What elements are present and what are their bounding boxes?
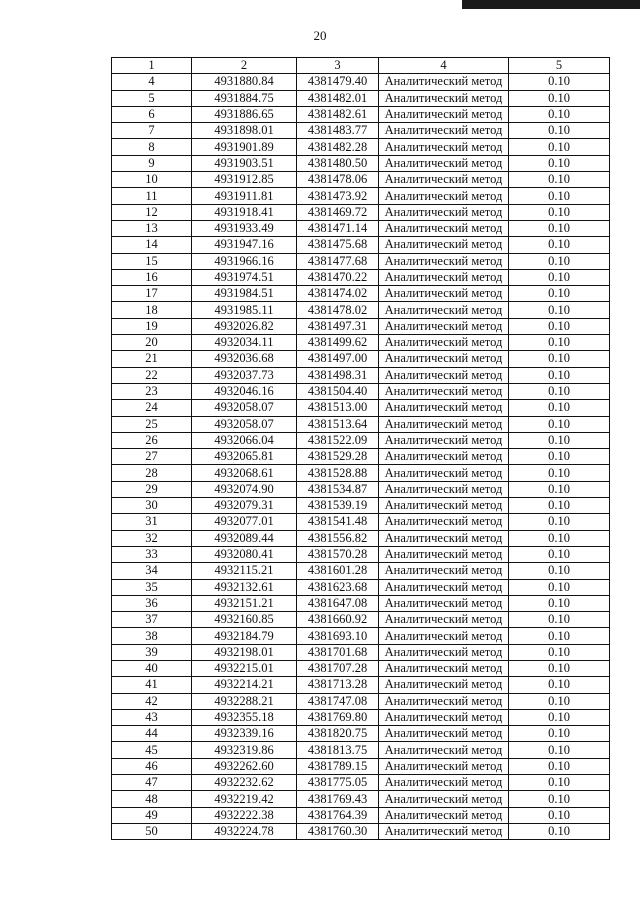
x-coordinate-cell: 4931898.01 — [192, 123, 297, 139]
x-coordinate-cell: 4932319.86 — [192, 742, 297, 758]
accuracy-cell: 0.10 — [509, 269, 610, 285]
method-cell: Аналитический метод — [379, 775, 509, 791]
y-coordinate-cell: 4381534.87 — [297, 481, 379, 497]
method-cell: Аналитический метод — [379, 123, 509, 139]
method-cell: Аналитический метод — [379, 579, 509, 595]
y-coordinate-cell: 4381775.05 — [297, 775, 379, 791]
method-cell: Аналитический метод — [379, 253, 509, 269]
x-coordinate-cell: 4932065.81 — [192, 449, 297, 465]
method-cell: Аналитический метод — [379, 693, 509, 709]
method-cell: Аналитический метод — [379, 595, 509, 611]
table-row — [112, 74, 610, 90]
accuracy-cell: 0.10 — [509, 432, 610, 448]
accuracy-cell: 0.10 — [509, 74, 610, 90]
accuracy-cell: 0.10 — [509, 220, 610, 236]
y-coordinate-cell: 4381701.68 — [297, 644, 379, 660]
table-row — [112, 351, 610, 367]
method-cell: Аналитический метод — [379, 139, 509, 155]
point-number-cell: 39 — [112, 644, 192, 660]
accuracy-cell: 0.10 — [509, 823, 610, 839]
y-coordinate-cell: 4381470.22 — [297, 269, 379, 285]
y-coordinate-cell: 4381474.02 — [297, 286, 379, 302]
accuracy-cell: 0.10 — [509, 106, 610, 122]
y-coordinate-cell: 4381504.40 — [297, 383, 379, 399]
y-coordinate-cell: 4381789.15 — [297, 758, 379, 774]
x-coordinate-cell: 4931984.51 — [192, 286, 297, 302]
table-row — [112, 123, 610, 139]
accuracy-cell: 0.10 — [509, 644, 610, 660]
coordinates-table — [111, 57, 610, 840]
table-row — [112, 823, 610, 839]
accuracy-cell: 0.10 — [509, 123, 610, 139]
table-row — [112, 172, 610, 188]
table-row — [112, 612, 610, 628]
table-row — [112, 726, 610, 742]
point-number-cell: 41 — [112, 677, 192, 693]
method-cell: Аналитический метод — [379, 351, 509, 367]
x-coordinate-cell: 4932080.41 — [192, 546, 297, 562]
column-header: 5 — [509, 58, 610, 74]
table-row — [112, 791, 610, 807]
method-cell: Аналитический метод — [379, 612, 509, 628]
y-coordinate-cell: 4381529.28 — [297, 449, 379, 465]
y-coordinate-cell: 4381764.39 — [297, 807, 379, 823]
x-coordinate-cell: 4932219.42 — [192, 791, 297, 807]
table-row — [112, 563, 610, 579]
x-coordinate-cell: 4932355.18 — [192, 709, 297, 725]
method-cell: Аналитический метод — [379, 465, 509, 481]
table-row — [112, 709, 610, 725]
point-number-cell: 32 — [112, 530, 192, 546]
x-coordinate-cell: 4932036.68 — [192, 351, 297, 367]
x-coordinate-cell: 4932339.16 — [192, 726, 297, 742]
point-number-cell: 45 — [112, 742, 192, 758]
accuracy-cell: 0.10 — [509, 351, 610, 367]
method-cell: Аналитический метод — [379, 791, 509, 807]
accuracy-cell: 0.10 — [509, 612, 610, 628]
method-cell: Аналитический метод — [379, 726, 509, 742]
method-cell: Аналитический метод — [379, 530, 509, 546]
y-coordinate-cell: 4381769.80 — [297, 709, 379, 725]
x-coordinate-cell: 4932160.85 — [192, 612, 297, 628]
accuracy-cell: 0.10 — [509, 465, 610, 481]
x-coordinate-cell: 4932184.79 — [192, 628, 297, 644]
accuracy-cell: 0.10 — [509, 563, 610, 579]
method-cell: Аналитический метод — [379, 807, 509, 823]
method-cell: Аналитический метод — [379, 220, 509, 236]
accuracy-cell: 0.10 — [509, 660, 610, 676]
x-coordinate-cell: 4932132.61 — [192, 579, 297, 595]
point-number-cell: 36 — [112, 595, 192, 611]
method-cell: Аналитический метод — [379, 335, 509, 351]
table-row — [112, 302, 610, 318]
y-coordinate-cell: 4381478.02 — [297, 302, 379, 318]
method-cell: Аналитический метод — [379, 269, 509, 285]
y-coordinate-cell: 4381513.64 — [297, 416, 379, 432]
point-number-cell: 25 — [112, 416, 192, 432]
x-coordinate-cell: 4932046.16 — [192, 383, 297, 399]
x-coordinate-cell: 4932079.31 — [192, 498, 297, 514]
accuracy-cell: 0.10 — [509, 416, 610, 432]
accuracy-cell: 0.10 — [509, 367, 610, 383]
accuracy-cell: 0.10 — [509, 253, 610, 269]
x-coordinate-cell: 4931918.41 — [192, 204, 297, 220]
accuracy-cell: 0.10 — [509, 481, 610, 497]
method-cell: Аналитический метод — [379, 155, 509, 171]
y-coordinate-cell: 4381497.00 — [297, 351, 379, 367]
y-coordinate-cell: 4381479.40 — [297, 74, 379, 90]
y-coordinate-cell: 4381522.09 — [297, 432, 379, 448]
accuracy-cell: 0.10 — [509, 139, 610, 155]
table-row — [112, 644, 610, 660]
y-coordinate-cell: 4381483.77 — [297, 123, 379, 139]
point-number-cell: 5 — [112, 90, 192, 106]
x-coordinate-cell: 4932115.21 — [192, 563, 297, 579]
method-cell: Аналитический метод — [379, 106, 509, 122]
table-row — [112, 367, 610, 383]
point-number-cell: 23 — [112, 383, 192, 399]
point-number-cell: 12 — [112, 204, 192, 220]
point-number-cell: 28 — [112, 465, 192, 481]
point-number-cell: 10 — [112, 172, 192, 188]
x-coordinate-cell: 4932077.01 — [192, 514, 297, 530]
accuracy-cell: 0.10 — [509, 807, 610, 823]
y-coordinate-cell: 4381556.82 — [297, 530, 379, 546]
table-row — [112, 693, 610, 709]
method-cell: Аналитический метод — [379, 286, 509, 302]
x-coordinate-cell: 4932026.82 — [192, 318, 297, 334]
x-coordinate-cell: 4931886.65 — [192, 106, 297, 122]
x-coordinate-cell: 4932058.07 — [192, 400, 297, 416]
table-row — [112, 204, 610, 220]
accuracy-cell: 0.10 — [509, 791, 610, 807]
accuracy-cell: 0.10 — [509, 204, 610, 220]
point-number-cell: 33 — [112, 546, 192, 562]
method-cell: Аналитический метод — [379, 383, 509, 399]
table-row — [112, 660, 610, 676]
point-number-cell: 15 — [112, 253, 192, 269]
x-coordinate-cell: 4932262.60 — [192, 758, 297, 774]
accuracy-cell: 0.10 — [509, 302, 610, 318]
x-coordinate-cell: 4932215.01 — [192, 660, 297, 676]
point-number-cell: 20 — [112, 335, 192, 351]
method-cell: Аналитический метод — [379, 302, 509, 318]
method-cell: Аналитический метод — [379, 172, 509, 188]
point-number-cell: 21 — [112, 351, 192, 367]
y-coordinate-cell: 4381482.61 — [297, 106, 379, 122]
y-coordinate-cell: 4381478.06 — [297, 172, 379, 188]
accuracy-cell: 0.10 — [509, 709, 610, 725]
point-number-cell: 4 — [112, 74, 192, 90]
point-number-cell: 44 — [112, 726, 192, 742]
column-header: 4 — [379, 58, 509, 74]
scan-edge-mark — [462, 0, 640, 9]
y-coordinate-cell: 4381623.68 — [297, 579, 379, 595]
table-row — [112, 758, 610, 774]
y-coordinate-cell: 4381820.75 — [297, 726, 379, 742]
y-coordinate-cell: 4381482.01 — [297, 90, 379, 106]
point-number-cell: 37 — [112, 612, 192, 628]
point-number-cell: 17 — [112, 286, 192, 302]
table-row — [112, 220, 610, 236]
accuracy-cell: 0.10 — [509, 677, 610, 693]
method-cell: Аналитический метод — [379, 204, 509, 220]
point-number-cell: 35 — [112, 579, 192, 595]
method-cell: Аналитический метод — [379, 660, 509, 676]
point-number-cell: 50 — [112, 823, 192, 839]
x-coordinate-cell: 4931880.84 — [192, 74, 297, 90]
table-row — [112, 677, 610, 693]
table-row — [112, 416, 610, 432]
point-number-cell: 9 — [112, 155, 192, 171]
y-coordinate-cell: 4381469.72 — [297, 204, 379, 220]
x-coordinate-cell: 4932151.21 — [192, 595, 297, 611]
point-number-cell: 47 — [112, 775, 192, 791]
table-row — [112, 139, 610, 155]
table-row — [112, 237, 610, 253]
accuracy-cell: 0.10 — [509, 726, 610, 742]
x-coordinate-cell: 4932224.78 — [192, 823, 297, 839]
table-header-row — [112, 58, 610, 74]
x-coordinate-cell: 4931903.51 — [192, 155, 297, 171]
table-row — [112, 449, 610, 465]
x-coordinate-cell: 4931884.75 — [192, 90, 297, 106]
table-row — [112, 400, 610, 416]
accuracy-cell: 0.10 — [509, 172, 610, 188]
method-cell: Аналитический метод — [379, 546, 509, 562]
table-row — [112, 90, 610, 106]
table-row — [112, 481, 610, 497]
y-coordinate-cell: 4381477.68 — [297, 253, 379, 269]
point-number-cell: 6 — [112, 106, 192, 122]
x-coordinate-cell: 4932034.11 — [192, 335, 297, 351]
point-number-cell: 7 — [112, 123, 192, 139]
accuracy-cell: 0.10 — [509, 449, 610, 465]
x-coordinate-cell: 4932058.07 — [192, 416, 297, 432]
x-coordinate-cell: 4931911.81 — [192, 188, 297, 204]
method-cell: Аналитический метод — [379, 823, 509, 839]
y-coordinate-cell: 4381482.28 — [297, 139, 379, 155]
accuracy-cell: 0.10 — [509, 546, 610, 562]
y-coordinate-cell: 4381475.68 — [297, 237, 379, 253]
method-cell: Аналитический метод — [379, 742, 509, 758]
point-number-cell: 49 — [112, 807, 192, 823]
y-coordinate-cell: 4381747.08 — [297, 693, 379, 709]
column-header: 2 — [192, 58, 297, 74]
table-row — [112, 335, 610, 351]
accuracy-cell: 0.10 — [509, 498, 610, 514]
y-coordinate-cell: 4381570.28 — [297, 546, 379, 562]
table-row — [112, 807, 610, 823]
point-number-cell: 40 — [112, 660, 192, 676]
accuracy-cell: 0.10 — [509, 286, 610, 302]
point-number-cell: 31 — [112, 514, 192, 530]
table-row — [112, 318, 610, 334]
method-cell: Аналитический метод — [379, 367, 509, 383]
accuracy-cell: 0.10 — [509, 90, 610, 106]
y-coordinate-cell: 4381499.62 — [297, 335, 379, 351]
point-number-cell: 30 — [112, 498, 192, 514]
method-cell: Аналитический метод — [379, 514, 509, 530]
point-number-cell: 26 — [112, 432, 192, 448]
accuracy-cell: 0.10 — [509, 775, 610, 791]
table-row — [112, 432, 610, 448]
page-number: 20 — [313, 28, 327, 43]
accuracy-cell: 0.10 — [509, 579, 610, 595]
point-number-cell: 46 — [112, 758, 192, 774]
y-coordinate-cell: 4381647.08 — [297, 595, 379, 611]
point-number-cell: 11 — [112, 188, 192, 204]
point-number-cell: 18 — [112, 302, 192, 318]
table-row — [112, 286, 610, 302]
table-row — [112, 628, 610, 644]
y-coordinate-cell: 4381541.48 — [297, 514, 379, 530]
accuracy-cell: 0.10 — [509, 335, 610, 351]
table-row — [112, 579, 610, 595]
method-cell: Аналитический метод — [379, 318, 509, 334]
table-row — [112, 742, 610, 758]
point-number-cell: 24 — [112, 400, 192, 416]
method-cell: Аналитический метод — [379, 188, 509, 204]
method-cell: Аналитический метод — [379, 416, 509, 432]
x-coordinate-cell: 4932089.44 — [192, 530, 297, 546]
y-coordinate-cell: 4381497.31 — [297, 318, 379, 334]
point-number-cell: 34 — [112, 563, 192, 579]
y-coordinate-cell: 4381760.30 — [297, 823, 379, 839]
accuracy-cell: 0.10 — [509, 530, 610, 546]
point-number-cell: 19 — [112, 318, 192, 334]
table-row — [112, 498, 610, 514]
point-number-cell: 8 — [112, 139, 192, 155]
accuracy-cell: 0.10 — [509, 628, 610, 644]
y-coordinate-cell: 4381707.28 — [297, 660, 379, 676]
accuracy-cell: 0.10 — [509, 693, 610, 709]
y-coordinate-cell: 4381693.10 — [297, 628, 379, 644]
x-coordinate-cell: 4932288.21 — [192, 693, 297, 709]
point-number-cell: 22 — [112, 367, 192, 383]
method-cell: Аналитический метод — [379, 709, 509, 725]
point-number-cell: 13 — [112, 220, 192, 236]
x-coordinate-cell: 4932214.21 — [192, 677, 297, 693]
column-header: 3 — [297, 58, 379, 74]
x-coordinate-cell: 4931974.51 — [192, 269, 297, 285]
method-cell: Аналитический метод — [379, 432, 509, 448]
accuracy-cell: 0.10 — [509, 383, 610, 399]
accuracy-cell: 0.10 — [509, 514, 610, 530]
accuracy-cell: 0.10 — [509, 155, 610, 171]
table-row — [112, 465, 610, 481]
method-cell: Аналитический метод — [379, 481, 509, 497]
x-coordinate-cell: 4932198.01 — [192, 644, 297, 660]
table-row — [112, 155, 610, 171]
point-number-cell: 43 — [112, 709, 192, 725]
x-coordinate-cell: 4932222.38 — [192, 807, 297, 823]
point-number-cell: 29 — [112, 481, 192, 497]
method-cell: Аналитический метод — [379, 90, 509, 106]
method-cell: Аналитический метод — [379, 400, 509, 416]
accuracy-cell: 0.10 — [509, 758, 610, 774]
point-number-cell: 27 — [112, 449, 192, 465]
x-coordinate-cell: 4931985.11 — [192, 302, 297, 318]
y-coordinate-cell: 4381660.92 — [297, 612, 379, 628]
accuracy-cell: 0.10 — [509, 595, 610, 611]
method-cell: Аналитический метод — [379, 628, 509, 644]
point-number-cell: 16 — [112, 269, 192, 285]
method-cell: Аналитический метод — [379, 644, 509, 660]
y-coordinate-cell: 4381480.50 — [297, 155, 379, 171]
table-row — [112, 530, 610, 546]
x-coordinate-cell: 4931947.16 — [192, 237, 297, 253]
y-coordinate-cell: 4381713.28 — [297, 677, 379, 693]
y-coordinate-cell: 4381601.28 — [297, 563, 379, 579]
table-row — [112, 775, 610, 791]
x-coordinate-cell: 4932074.90 — [192, 481, 297, 497]
accuracy-cell: 0.10 — [509, 318, 610, 334]
table-row — [112, 514, 610, 530]
point-number-cell: 42 — [112, 693, 192, 709]
y-coordinate-cell: 4381513.00 — [297, 400, 379, 416]
accuracy-cell: 0.10 — [509, 742, 610, 758]
method-cell: Аналитический метод — [379, 449, 509, 465]
accuracy-cell: 0.10 — [509, 400, 610, 416]
accuracy-cell: 0.10 — [509, 237, 610, 253]
x-coordinate-cell: 4931933.49 — [192, 220, 297, 236]
table-row — [112, 595, 610, 611]
x-coordinate-cell: 4932066.04 — [192, 432, 297, 448]
method-cell: Аналитический метод — [379, 758, 509, 774]
y-coordinate-cell: 4381528.88 — [297, 465, 379, 481]
table-row — [112, 269, 610, 285]
table-row — [112, 383, 610, 399]
y-coordinate-cell: 4381813.75 — [297, 742, 379, 758]
y-coordinate-cell: 4381539.19 — [297, 498, 379, 514]
x-coordinate-cell: 4931912.85 — [192, 172, 297, 188]
y-coordinate-cell: 4381769.43 — [297, 791, 379, 807]
column-header: 1 — [112, 58, 192, 74]
x-coordinate-cell: 4931901.89 — [192, 139, 297, 155]
y-coordinate-cell: 4381473.92 — [297, 188, 379, 204]
table-row — [112, 546, 610, 562]
table-row — [112, 188, 610, 204]
table-body — [112, 74, 610, 840]
table-row — [112, 106, 610, 122]
method-cell: Аналитический метод — [379, 498, 509, 514]
point-number-cell: 14 — [112, 237, 192, 253]
method-cell: Аналитический метод — [379, 677, 509, 693]
point-number-cell: 38 — [112, 628, 192, 644]
accuracy-cell: 0.10 — [509, 188, 610, 204]
method-cell: Аналитический метод — [379, 563, 509, 579]
table-row — [112, 253, 610, 269]
x-coordinate-cell: 4932232.62 — [192, 775, 297, 791]
x-coordinate-cell: 4932037.73 — [192, 367, 297, 383]
y-coordinate-cell: 4381471.14 — [297, 220, 379, 236]
x-coordinate-cell: 4931966.16 — [192, 253, 297, 269]
method-cell: Аналитический метод — [379, 74, 509, 90]
method-cell: Аналитический метод — [379, 237, 509, 253]
x-coordinate-cell: 4932068.61 — [192, 465, 297, 481]
y-coordinate-cell: 4381498.31 — [297, 367, 379, 383]
point-number-cell: 48 — [112, 791, 192, 807]
